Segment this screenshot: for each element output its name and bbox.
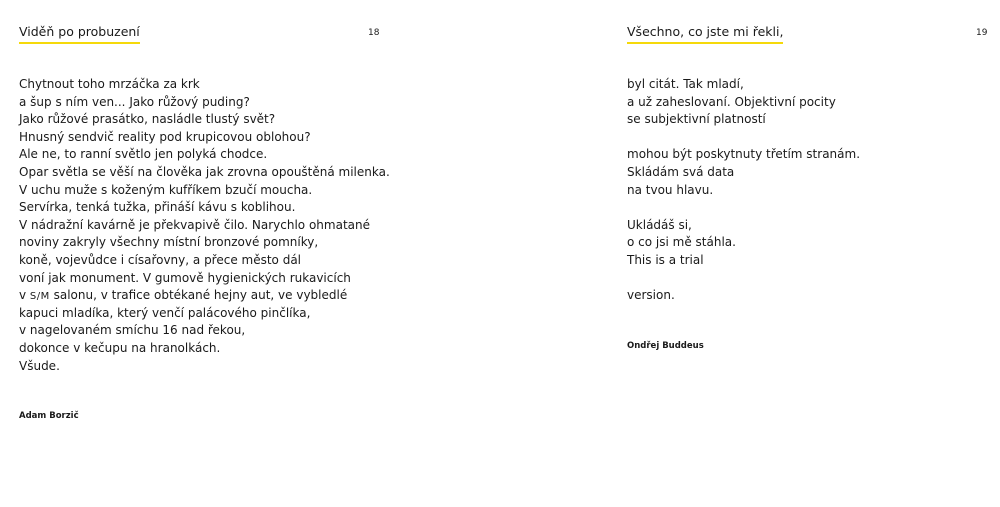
poem-line: version.	[627, 288, 675, 303]
poem-line: v S/M salonu, v trafice obtékané hejny aut, ve vybledlé	[19, 288, 348, 303]
poem-line: V nádražní kavárně je překvapivě čilo. Narychlo ohmatané	[19, 217, 370, 232]
poem-title: Viděň po probuzení	[19, 24, 140, 44]
poem-line: kapuci mladíka, který venčí palácového pinčlíka,	[19, 305, 311, 320]
poem-line: Chytnout toho mrzáčka za krk	[19, 77, 200, 91]
poem-line: This is a trial	[627, 252, 704, 267]
poem-line: voní jak monument. V gumově hygienických rukavicích	[19, 270, 351, 285]
poem-author: Ondřej Buddeus	[627, 341, 704, 351]
poem-body	[627, 76, 860, 305]
poem-line	[627, 129, 860, 147]
poem-author: Adam Borzič	[19, 411, 79, 421]
poem-line: koně, vojevůdce i císařovny, a přece město dál	[19, 252, 302, 267]
poem-title: Všechno, co jste mi řekli,	[627, 24, 783, 44]
poem-line: se subjektivní platností	[627, 112, 766, 127]
poem-body	[19, 76, 390, 375]
poem-line	[627, 199, 860, 217]
poem-line: Ukládáš si,	[627, 217, 692, 232]
poem-line: Opar světla se věší na člověka jak zrovna opouštěná milenka.	[19, 164, 390, 179]
poem-line: Všude.	[19, 358, 60, 373]
right-page	[500, 0, 1000, 507]
poem-line: Ale ne, to ranní světlo jen polyká chodce.	[19, 147, 268, 162]
poem-line: byl citát. Tak mladí,	[627, 77, 744, 91]
poem-line: Jako růžové prasátko, nasládle tlustý svět?	[19, 112, 276, 127]
poem-line: Hnusný sendvič reality pod krupicovou oblohou?	[19, 129, 311, 144]
poem-line: a už zaheslovaní. Objektivní pocity	[627, 94, 836, 109]
poem-line: V uchu muže s koženým kufříkem bzučí moucha.	[19, 182, 313, 197]
poem-line: a šup s ním ven... Jako růžový puding?	[19, 94, 250, 109]
page-number: 18	[368, 28, 380, 38]
page-number: 19	[976, 28, 988, 38]
poem-line: Servírka, tenká tužka, přináší kávu s koblihou.	[19, 200, 296, 215]
poem-line: dokonce v kečupu na hranolkách.	[19, 340, 221, 355]
poem-line	[627, 270, 860, 288]
poem-line: noviny zakryly všechny místní bronzové pomníky,	[19, 235, 319, 250]
poem-line: mohou být poskytnuty třetím stranám.	[627, 147, 861, 162]
poem-line: Skládám svá data	[627, 164, 735, 179]
poem-line: na tvou hlavu.	[627, 182, 714, 197]
poem-line: v nagelovaném smíchu 16 nad řekou,	[19, 323, 246, 338]
poem-line: o co jsi mě stáhla.	[627, 235, 736, 250]
